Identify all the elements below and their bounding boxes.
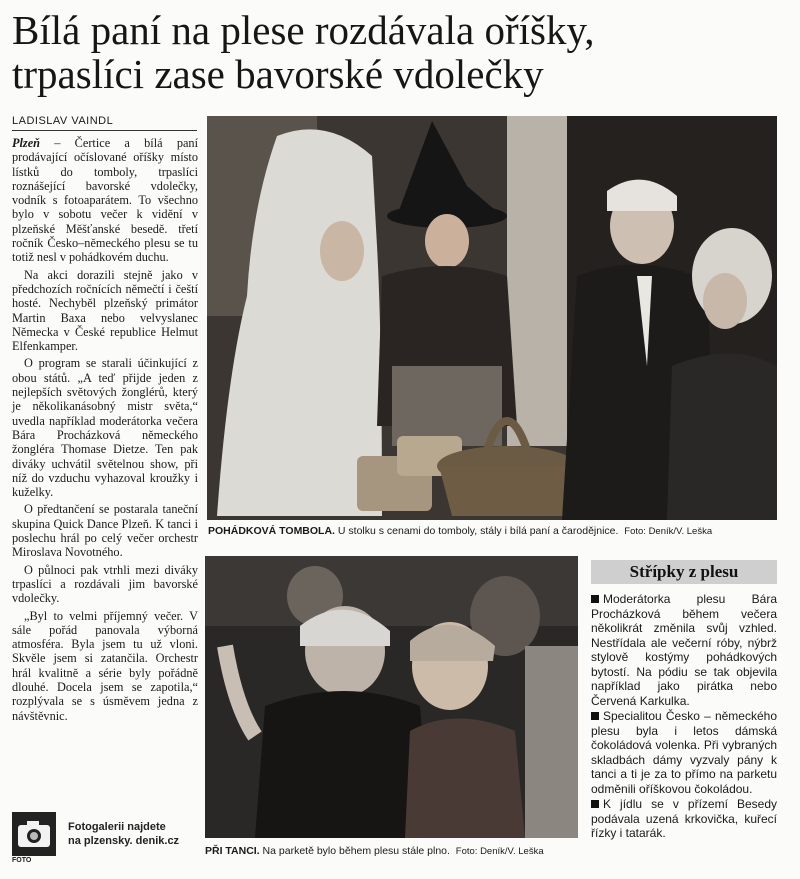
photo-credit: Foto: Deník/V. Leška: [624, 526, 713, 537]
gallery-teaser: [68, 820, 179, 848]
sidebar-item: Moderátorka plesu Bára Procházková během večera několikrát změnila svůj vzhled. Nestřídala ale večerní róby, nýbrž stylově kostýmy pohádkových bytostí. Na pódiu se tak objevila například jako pirátka nebo Červená Karkulka.: [591, 592, 777, 708]
gallery-link[interactable]: na plzensky. denik.cz: [68, 835, 180, 847]
article-paragraph-1: Plzeň – Čertice a bílá paní prodávající očíslované oříšky místo lístků do tomboly, trpaslíci roznášející bavorské vdolečky, vodník s fotoaparátem. To všechno bylo v sobotu večer k vidění v plzeňské Měšťanské besedě. třetí ročník Česko–německého plesu se tu totiž nesl v pohádkovém duchu.: [12, 136, 198, 265]
article-paragraph-2: Na akci dorazili stejně jako v předchozích ročnících němečtí i čeští hosté. Nechyběl plzeňský primátor Martin Baxa nebo velvyslanec Německa v České republice Helmut Elfenkamper.: [12, 267, 198, 354]
tombola-photo: [207, 116, 777, 520]
article-paragraph-6: „Byl to velmi příjemný večer. V sále pořád panovala výborná atmosféra. Byla jsem tu už vloni. Skvěle jsem si zatančila. Orchestr hrál kvalitně a série byly pořádně dlouhé. Docela jsem se zapotila,“ rozplývala se s úsměvem jedna z návštěvnic.: [12, 608, 198, 723]
headline-line-1: Bílá paní na plese rozdávala oříšky,: [12, 7, 595, 53]
headline: [12, 8, 792, 96]
dancing-photo: [205, 556, 578, 838]
photo-credit: Foto: Deník/V. Leška: [455, 846, 544, 857]
sidebar-title: Střípky z plesu: [591, 560, 777, 584]
article-body: [12, 136, 198, 726]
article-paragraph-5: O půlnoci pak vtrhli mezi diváky trpaslíci a rozdávali jim bavorské vdolečky.: [12, 562, 198, 606]
dancing-photo-illustration: [205, 556, 578, 838]
article-paragraph-4: O předtančení se postarala taneční skupina Quick Dance Plzeň. K tanci i poslechu hrál po celý večer orchestr Miroslava Novotného.: [12, 502, 198, 560]
author-byline: LADISLAV VAINDL: [12, 115, 114, 127]
tombola-photo-illustration: [207, 116, 777, 520]
byline-divider: [12, 130, 197, 131]
caption-lead: PŘI TANCI.: [205, 845, 260, 857]
camera-icon: [12, 812, 56, 856]
caption-text: U stolku s cenami do tomboly, stály i bílá paní a čarodějnice.: [334, 525, 619, 537]
gallery-line-1: Fotogalerii najdete: [68, 821, 166, 833]
bullet-icon: [591, 800, 599, 808]
dancing-photo-caption: [205, 845, 578, 858]
bullet-icon: [591, 712, 599, 720]
sidebar-item: Specialitou Česko – německého plesu byla i letos dámská čokoládová volenka. Při vybraných skladbách dámy vyzvaly pány k tanci a ti je za to přímo na parketu odměnili oříškovou čokoládou.: [591, 709, 777, 796]
article-paragraph-3: O program se starali účinkující z obou států. „A teď přijde jeden z nejlepších světových žonglérů, který je několikanásobný mistr světa,“ uvedla například moderátorka večera Bára Procházková německého žongléra Thomase Dietze. Ten pak diváky uchvátil světelnou show, při níž do vzduchu vyhazoval kroužky i kuželky.: [12, 356, 198, 500]
caption-lead: POHÁDKOVÁ TOMBOLA.: [208, 525, 335, 537]
tombola-photo-caption: [208, 525, 778, 538]
headline-line-2: trpaslíci zase bavorské vdolečky: [12, 51, 544, 97]
foto-label: FOTO: [12, 857, 32, 864]
sidebar-body: [591, 592, 777, 842]
caption-text: Na parketě bylo během plesu stále plno.: [259, 845, 450, 857]
bullet-icon: [591, 595, 599, 603]
sidebar-item: K jídlu se v přízemí Besedy podávala uzená krkovička, kuřecí řízky i tatarák.: [591, 797, 777, 840]
dateline-place: Plzeň: [12, 136, 41, 150]
